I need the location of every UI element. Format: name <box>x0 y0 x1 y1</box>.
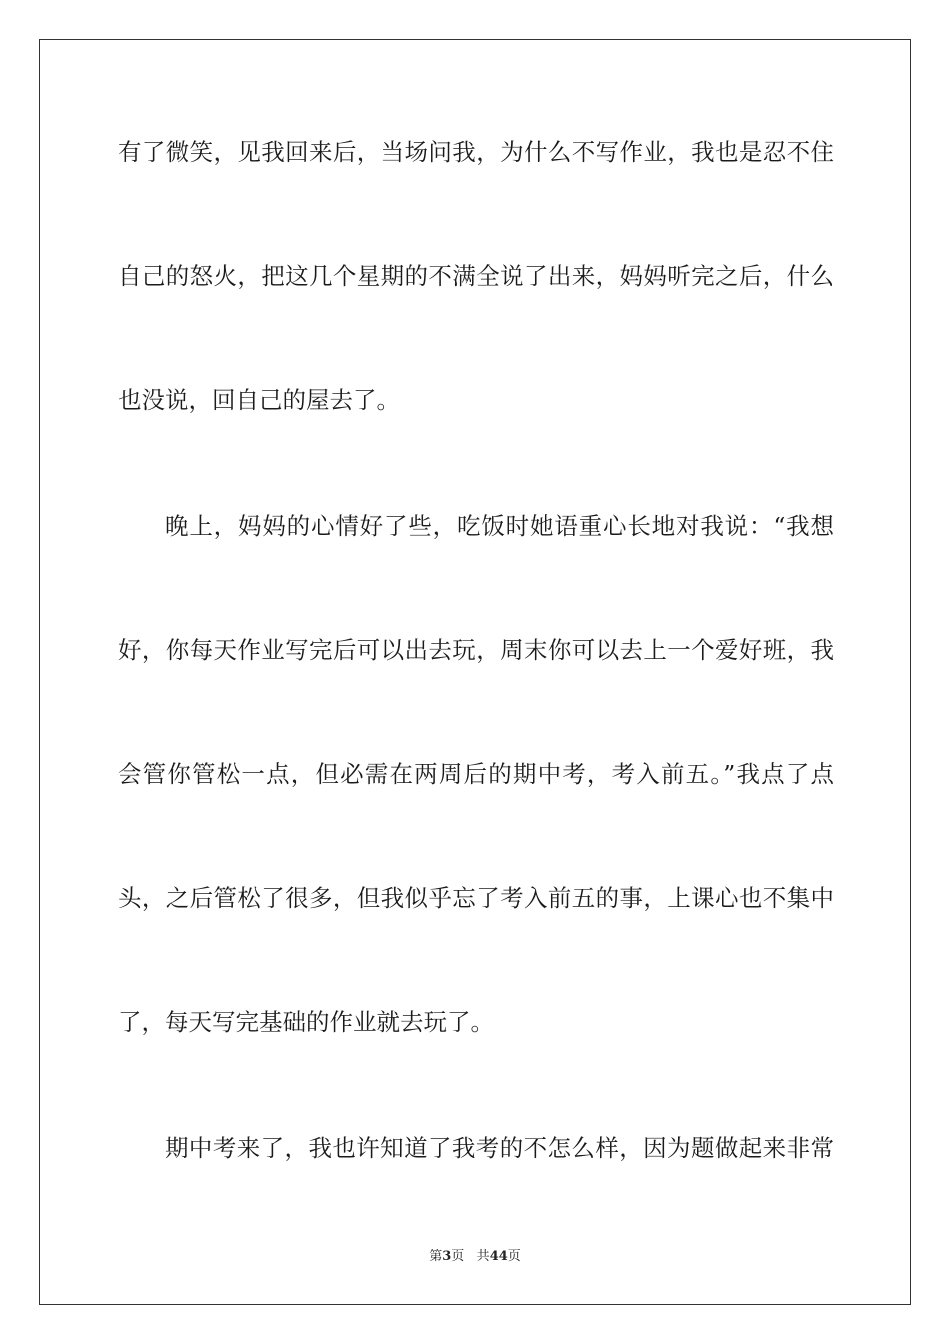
footer-page-prefix: 第 <box>429 1249 443 1264</box>
text-line-7: 头，之后管松了很多，但我似乎忘了考入前五的事，上课心也不集中 <box>118 884 834 912</box>
footer-page-suffix: 页 <box>451 1249 465 1264</box>
text-line-9: 期中考来了，我也许知道了我考的不怎么样，因为题做起来非常 <box>165 1134 834 1162</box>
footer-page-number: 3 <box>442 1249 452 1264</box>
text-line-5: 好，你每天作业写完后可以出去玩，周末你可以去上一个爱好班，我 <box>118 636 834 664</box>
text-line-8: 了，每天写完基础的作业就去玩了。 <box>118 1008 494 1036</box>
text-line-3: 也没说，回自己的屋去了。 <box>118 386 400 414</box>
text-line-6: 会管你管松一点，但必需在两周后的期中考，考入前五。”我点了点 <box>118 760 834 788</box>
page-border <box>39 39 911 1305</box>
footer-total-pages: 44 <box>489 1249 508 1264</box>
footer-total-prefix: 共 <box>476 1249 490 1264</box>
text-line-1: 有了微笑，见我回来后，当场问我，为什么不写作业，我也是忍不住 <box>118 138 834 166</box>
page-footer <box>0 1248 950 1266</box>
footer-total-suffix: 页 <box>507 1249 521 1264</box>
text-line-4: 晚上，妈妈的心情好了些，吃饭时她语重心长地对我说：“我想 <box>165 512 834 540</box>
text-line-2: 自己的怒火，把这几个星期的不满全说了出来，妈妈听完之后，什么 <box>118 262 834 290</box>
